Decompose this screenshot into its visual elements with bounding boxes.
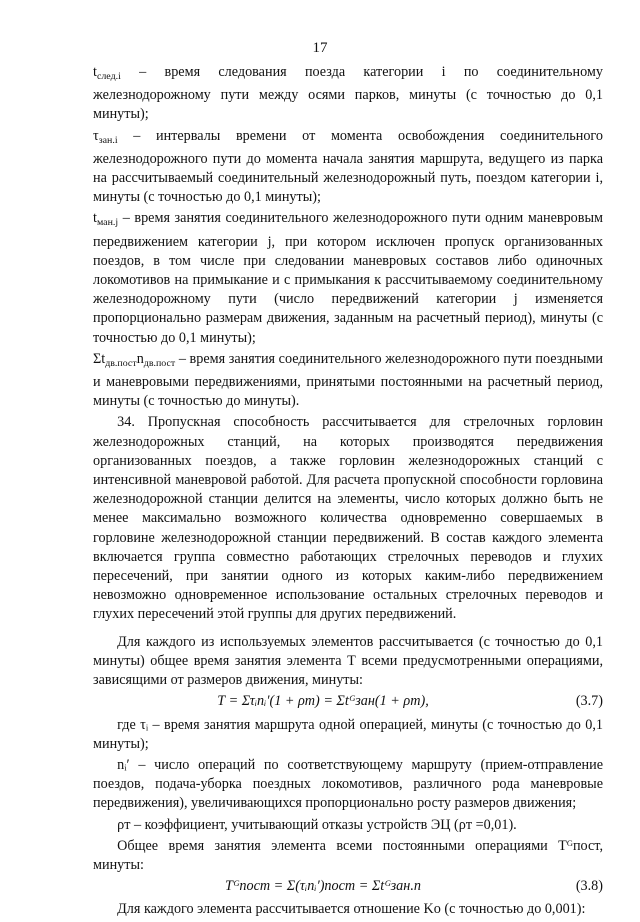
- formula-3-7-number: (3.7): [575, 693, 603, 710]
- definition-t-man: $t_{ман.j}$ – время занятия соединительного железнодорожного пути одним маневровым передвижением категории j, при котором исключен пропуск организованных поездов, в том числе при следовании маневровых составов либо одиночных локомотивов на примыкание и с примыкания к рассчитываемому соединительному железнодорожному пути (число передвижений категории j изменяется пропорционально размерам движения, заданным на расчетный период), минуты (с точностью до 0,1 минуты);: [93, 210, 603, 346]
- definition-t-sled: $t_{след.i}$ – время следования поезда категории i по соединительному железнодорожному пути между осями парков, минуты (с точностью до 0,1 минуты);: [93, 64, 603, 123]
- paragraph-total-time: Общее время занятия элемента всеми постоянными операциями Тᴳпост, минуты:: [93, 837, 603, 873]
- page-number: 17: [312, 40, 328, 56]
- paragraph-ratio: Для каждого элемента рассчитывается отношение Kо (с точностью до 0,001):: [117, 901, 586, 918]
- where-n: nᵢ′ – число операций по соответствующему маршруту (прием-отправление поездов, подача-уборка поездных локомотивов, различного рода маневровые передвижения), увеличивающихся пропорционально росту размеров движения;: [93, 756, 603, 812]
- document-body: [93, 63, 603, 922]
- paragraph-34: 34. Пропускная способность рассчитывается для стрелочных горловин железнодорожных станций, на которых производятся передвижения организованных поездов, а также горловин железнодорожных станций с интенсивной маневровой работой. Для расчета пропускной способности горловина железнодорожной станции делится на элементы, число которых должно быть не менее максимально возможного количества одновременно совершаемых в горловине железнодорожной станции передвижений. В состав каждого элемента включается группа совместно работающих стрелочных переводов и глухих пересечений, при занятии одного из которых каким-либо передвижением невозможно одновременное использование остальных стрелочных переводов и глухих пересечений этой группы для других передвижений.: [93, 414, 603, 623]
- formula-3-8-number: (3.8): [575, 878, 603, 895]
- definition-sum-t-dv-post: $\Sigma t_{дв.пост}n_{дв.пост}$ – время занятия соединительного железнодорожного пути поездными и маневровыми передвижениями, принятыми постоянными на расчетный период, минуты (с точностью до минуты).: [93, 350, 603, 410]
- where-rho: ρт – коэффициент, учитывающий отказы устройств ЭЦ (ρт =0,01).: [117, 816, 517, 833]
- where-tau: где τᵢ – время занятия маршрута одной операцией, минуты (с точностью до 0,1 минуты);: [93, 716, 603, 752]
- formula-3-7: [93, 692, 603, 711]
- formula-3-7-expression: Т = Στᵢnᵢ′(1 + ρт) = Σtᴳзан(1 + ρт),: [217, 693, 429, 710]
- definition-tau-zan: $\tau_{зан.i}$ – интервалы времени от момента освобождения соединительного железнодорожного пути до момента начала занятия маршрута, ведущего из парка на рассчитываемый соединительный железнодорожный путь, поездом категории i, минуты (с точностью до 0,1 минуты);: [93, 127, 603, 206]
- formula-3-8: [93, 877, 603, 896]
- formula-3-8-expression: Тᴳпост = Σ(τᵢnᵢ′)пост = Σtᴳзан.п: [225, 878, 421, 895]
- paragraph-element-time: Для каждого из используемых элементов рассчитывается (с точностью до 0,1 минуты) общее время занятия элемента Т всеми предусмотренными операциями, зависящими от размеров движения, минуты:: [93, 633, 603, 689]
